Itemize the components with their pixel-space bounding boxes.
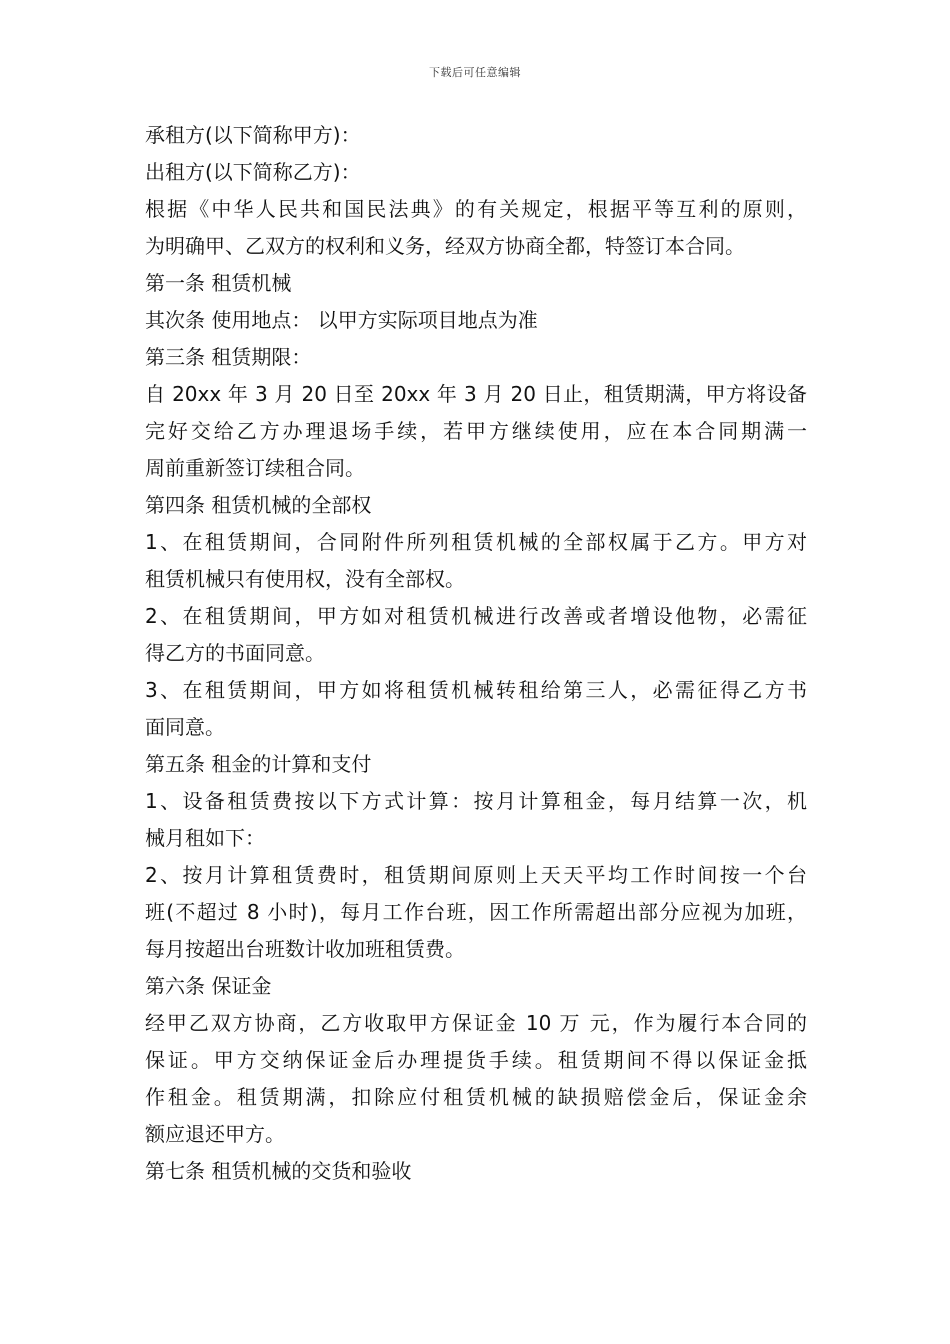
preamble-line: 根据《中华人民共和国民法典》的有关规定，根据平等互利的原则， bbox=[145, 197, 807, 221]
paragraph-line: 1、设备租赁费按以下方式计算：按月计算租金，每月结算一次，机 bbox=[145, 789, 807, 813]
paragraph-line: 额应退还甲方。 bbox=[145, 1122, 285, 1146]
paragraph-line: 得乙方的书面同意。 bbox=[145, 641, 325, 665]
paragraph-line: 面同意。 bbox=[145, 715, 225, 739]
paragraph-line: 作租金。租赁期满，扣除应付租赁机械的缺损赔偿金后，保证金余 bbox=[145, 1085, 807, 1109]
party-b-line: 出租方(以下简称乙方)： bbox=[145, 160, 361, 184]
article-heading: 第七条 租赁机械的交货和验收 bbox=[145, 1159, 412, 1183]
document-body bbox=[145, 117, 807, 1190]
article-heading: 第一条 租赁机械 bbox=[145, 271, 292, 295]
paragraph-line: 完好交给乙方办理退场手续，若甲方继续使用，应在本合同期满一 bbox=[145, 419, 807, 443]
paragraph-line: 3、在租赁期间，甲方如将租赁机械转租给第三人，必需征得乙方书 bbox=[145, 678, 807, 702]
paragraph-line: 班(不超过 8 小时)，每月工作台班，因工作所需超出部分应视为加班， bbox=[145, 900, 807, 924]
article-heading: 第四条 租赁机械的全部权 bbox=[145, 493, 372, 517]
article-heading: 第五条 租金的计算和支付 bbox=[145, 752, 372, 776]
paragraph-line: 1、在租赁期间，合同附件所列租赁机械的全部权属于乙方。甲方对 bbox=[145, 530, 807, 554]
paragraph-line: 周前重新签订续租合同。 bbox=[145, 456, 365, 480]
paragraph-line: 2、按月计算租赁费时，租赁期间原则上天天平均工作时间按一个台 bbox=[145, 863, 807, 887]
party-a-line: 承租方(以下简称甲方)： bbox=[145, 123, 361, 147]
paragraph-line: 经甲乙双方协商，乙方收取甲方保证金 10 万 元，作为履行本合同的 bbox=[145, 1011, 807, 1035]
paragraph-line: 自 20xx 年 3 月 20 日至 20xx 年 3 月 20 日止，租赁期满，甲方将设备 bbox=[145, 382, 807, 406]
article-heading: 第六条 保证金 bbox=[145, 974, 272, 998]
paragraph-line: 2、在租赁期间，甲方如对租赁机械进行改善或者增设他物，必需征 bbox=[145, 604, 807, 628]
paragraph-line: 保证。甲方交纳保证金后办理提货手续。租赁期间不得以保证金抵 bbox=[145, 1048, 807, 1072]
article-heading: 第三条 租赁期限： bbox=[145, 345, 312, 369]
page-header-note: 下载后可任意编辑 bbox=[429, 66, 521, 79]
paragraph-line: 每月按超出台班数计收加班租赁费。 bbox=[145, 937, 465, 961]
article-heading: 其次条 使用地点： 以甲方实际项目地点为准 bbox=[145, 308, 538, 332]
paragraph-line: 租赁机械只有使用权，没有全部权。 bbox=[145, 567, 465, 591]
paragraph-line: 械月租如下： bbox=[145, 826, 265, 850]
preamble-line: 为明确甲、乙双方的权利和义务，经双方协商全都，特签订本合同。 bbox=[145, 234, 745, 258]
